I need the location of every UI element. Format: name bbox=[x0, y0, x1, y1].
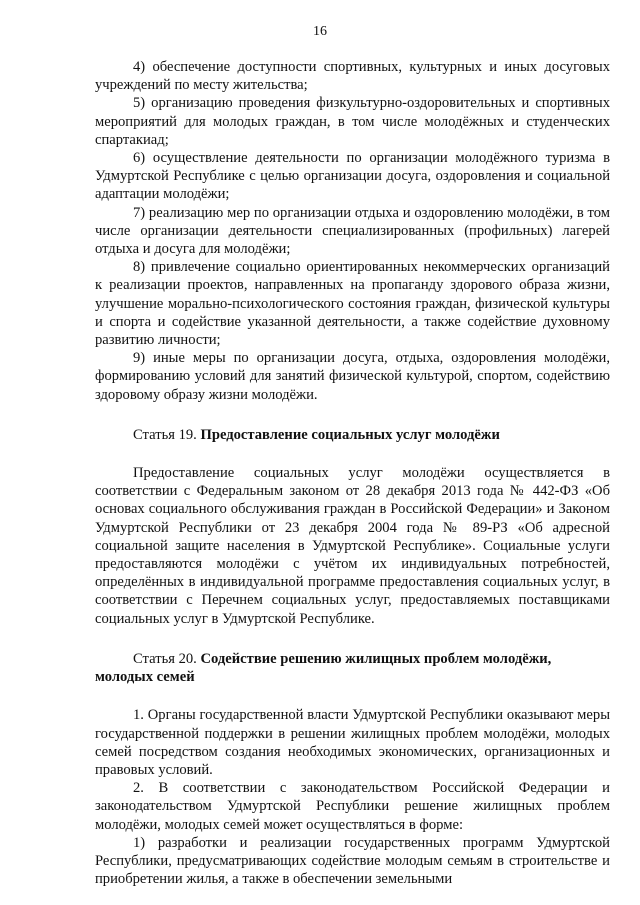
article-20-title: Содействие решению жилищных проблем молодёжи, молодых семей bbox=[95, 650, 552, 686]
article-20-label: Статья 20. bbox=[133, 650, 197, 667]
article-20-paragraph: 1) разработки и реализации государственных программ Удмуртской Республики, предусматривающих содействие молодым семьям в строительстве и приобретении жилья, а также в обеспечении земельными bbox=[95, 834, 610, 888]
spacer bbox=[95, 404, 610, 426]
article-20-paragraph: 1. Органы государственной власти Удмуртской Республики оказывают меры государственной поддержки в решении жилищных проблем молодёжи, молодых семей посредством создания необходимых экономических, организационных и правовых условий. bbox=[95, 707, 610, 778]
page-content bbox=[95, 58, 610, 888]
article-19-heading bbox=[95, 426, 610, 444]
article-20-heading bbox=[95, 650, 610, 686]
page-number: 16 bbox=[313, 24, 327, 39]
spacer bbox=[95, 444, 610, 464]
article-20-paragraph: 2. В соответствии с законодательством Российской Федерации и законодательством Удмуртской Республики решение жилищных проблем молодёжи, молодых семей может осуществляться в форме: bbox=[95, 780, 610, 833]
list-item: 9) иные меры по организации досуга, отдыха, оздоровления молодёжи, формированию условий для занятий физической культурой, спортом, содействию здоровому образу жизни молодёжи. bbox=[95, 350, 610, 403]
article-19-paragraph: Предоставление социальных услуг молодёжи осуществляется в соответствии с Федеральным законом от 28 декабря 2013 года № 442-ФЗ «Об основах социального обслуживания граждан в Российской Федерации» и Законом Удмуртской Республики от 23 декабря 2004 года № 89-РЗ «Об адресной социальной защите населения в Удмуртской Республике». Социальные услуги предоставляются молодёжи с учётом их индивидуальных потребностей, определённых в индивидуальной программе предоставления социальных услуг, в соответствии с Перечнем социальных услуг, предоставляемых поставщиками социальных услуг в Удмуртской Республике. bbox=[95, 465, 610, 627]
list-item: 8) привлечение социально ориентированных некоммерческих организаций к реализации проектов, направленных на пропаганду здорового образа жизни, улучшение морально-психологического состояния граждан, физической культуры и спорта и содействие указанной деятельности, а также содействие духовному развитию личности; bbox=[95, 259, 610, 349]
article-19-label: Статья 19. bbox=[133, 426, 197, 443]
list-item: 5) организацию проведения физкультурно-оздоровительных и спортивных мероприятий для молодых граждан, в том числе молодёжных и студенческих спартакиад; bbox=[95, 95, 610, 148]
article-19-title: Предоставление социальных услуг молодёжи bbox=[200, 426, 500, 443]
spacer bbox=[95, 686, 610, 706]
spacer bbox=[95, 628, 610, 650]
list-item: 4) обеспечение доступности спортивных, культурных и иных досуговых учреждений по месту жительства; bbox=[95, 59, 610, 94]
list-item: 6) осуществление деятельности по организации молодёжного туризма в Удмуртской Республике с целью организации досуга, оздоровления и социальной адаптации молодёжи; bbox=[95, 150, 610, 203]
list-item: 7) реализацию мер по организации отдыха и оздоровлению молодёжи, в том числе организации деятельности специализированных (профильных) лагерей отдыха и досуга для молодёжи; bbox=[95, 204, 610, 258]
